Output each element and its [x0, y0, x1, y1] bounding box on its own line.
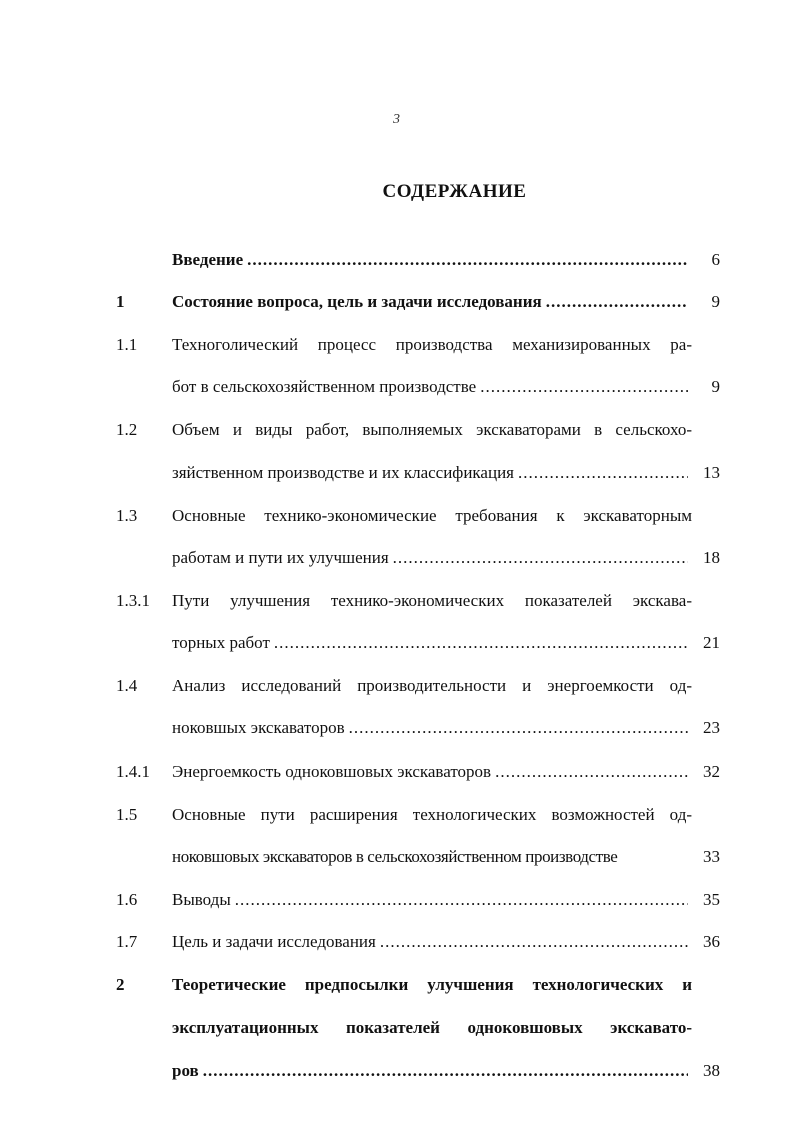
toc-entry-page: 9	[711, 377, 720, 396]
toc-entry-number: 2	[116, 975, 125, 994]
toc-entry-title: бот в сельскохозяйственном производстве	[172, 377, 477, 396]
toc-entry-number: 1.4.1	[116, 762, 150, 781]
toc-entry-number: 1.4	[116, 676, 138, 695]
toc-entry-1-3-line2[interactable]	[172, 546, 692, 570]
toc-entry-intro-text[interactable]	[172, 248, 692, 272]
toc-entry-number: 1.2	[116, 420, 138, 439]
toc-entry-page: 36	[703, 932, 720, 951]
toc-entry-page: 18	[703, 548, 720, 567]
toc-entry-title: торных работ	[172, 633, 270, 652]
toc-entry-number: 1.7	[116, 932, 138, 951]
toc-entry-page: 6	[711, 250, 720, 269]
toc-entry-title: Выводы	[172, 890, 231, 909]
toc-entry-title: Цель и задачи исследования	[172, 932, 376, 951]
toc-entry-number: 1.6	[116, 890, 138, 909]
toc-entry-1-1-line2[interactable]	[172, 375, 692, 399]
toc-entry-1-4-line2[interactable]	[172, 716, 692, 740]
toc-entry-1-4-1-text[interactable]	[172, 760, 692, 784]
dot-leader	[349, 716, 688, 740]
toc-entry-page: 33	[703, 847, 720, 866]
toc-entry-1-2-line1[interactable]: Объем и виды работ, выполняемых экскаваторами в сельскохо-	[172, 420, 692, 439]
toc-entry-number: 1.3.1	[116, 591, 150, 610]
toc-entry-1-text[interactable]	[172, 290, 692, 314]
toc-entry-2-line1[interactable]: Теоретические предпосылки улучшения технологических и	[172, 975, 692, 994]
toc-entry-title: ров	[172, 1061, 199, 1080]
dot-leader	[393, 546, 688, 570]
toc-entry-1-3-line1[interactable]: Основные технико-экономические требования к экскаваторным	[172, 506, 692, 525]
toc-entry-number: 1.3	[116, 506, 138, 525]
toc-entry-title: Введение	[172, 250, 244, 269]
toc-entry-1-1-line1[interactable]: Техноголический процесс производства механизированных ра-	[172, 335, 692, 354]
toc-entry-1-5-line1[interactable]: Основные пути расширения технологических возможностей од-	[172, 805, 692, 824]
toc-entry-1-3-1-line1[interactable]: Пути улучшения технико-экономических показателей экскава-	[172, 591, 692, 610]
toc-entry-title: Энергоемкость одноковшовых экскаваторов	[172, 762, 492, 781]
toc-entry-1-5-line2[interactable]: ноковшовых экскаваторов в сельскохозяйственном производстве	[172, 847, 618, 866]
toc-entry-title: Состояние вопроса, цель и задачи исследования	[172, 292, 542, 311]
toc-entry-page: 9	[711, 292, 720, 311]
toc-entry-2-line2[interactable]: эксплуатационных показателей одноковшовых экскавато-	[172, 1018, 692, 1037]
toc-entry-title: работам и пути их улучшения	[172, 548, 389, 567]
toc-entry-title: зяйственном производстве и их классификация	[172, 463, 514, 482]
dot-leader	[235, 888, 688, 912]
dot-leader	[247, 248, 688, 272]
toc-entry-number: 1.5	[116, 805, 138, 824]
dot-leader	[546, 290, 688, 314]
dot-leader	[274, 631, 688, 655]
dot-leader	[203, 1059, 688, 1083]
toc-entry-2-line3[interactable]	[172, 1059, 692, 1083]
toc-entry-page: 21	[703, 633, 720, 652]
toc-entry-page: 23	[703, 718, 720, 737]
page-number: 3	[393, 112, 400, 127]
dot-leader	[480, 375, 688, 399]
toc-entry-1-4-line1[interactable]: Анализ исследований производительности и энергоемкости од-	[172, 676, 692, 695]
toc-entry-page: 32	[703, 762, 720, 781]
dot-leader	[495, 760, 688, 784]
toc-entry-1-3-1-line2[interactable]	[172, 631, 692, 655]
toc-entry-1-2-line2[interactable]	[172, 461, 692, 485]
toc-entry-1-6-text[interactable]	[172, 888, 692, 912]
toc-entry-1-7-text[interactable]	[172, 930, 692, 954]
dot-leader	[518, 461, 688, 485]
toc-entry-page: 35	[703, 890, 720, 909]
page-title: СОДЕРЖАНИЕ	[382, 181, 527, 202]
toc-entry-page: 13	[703, 463, 720, 482]
dot-leader	[380, 930, 688, 954]
toc-entry-title: ноковшых экскаваторов	[172, 718, 345, 737]
toc-entry-number: 1.1	[116, 335, 138, 354]
toc-entry-number: 1	[116, 292, 125, 311]
toc-entry-page: 38	[703, 1061, 720, 1080]
